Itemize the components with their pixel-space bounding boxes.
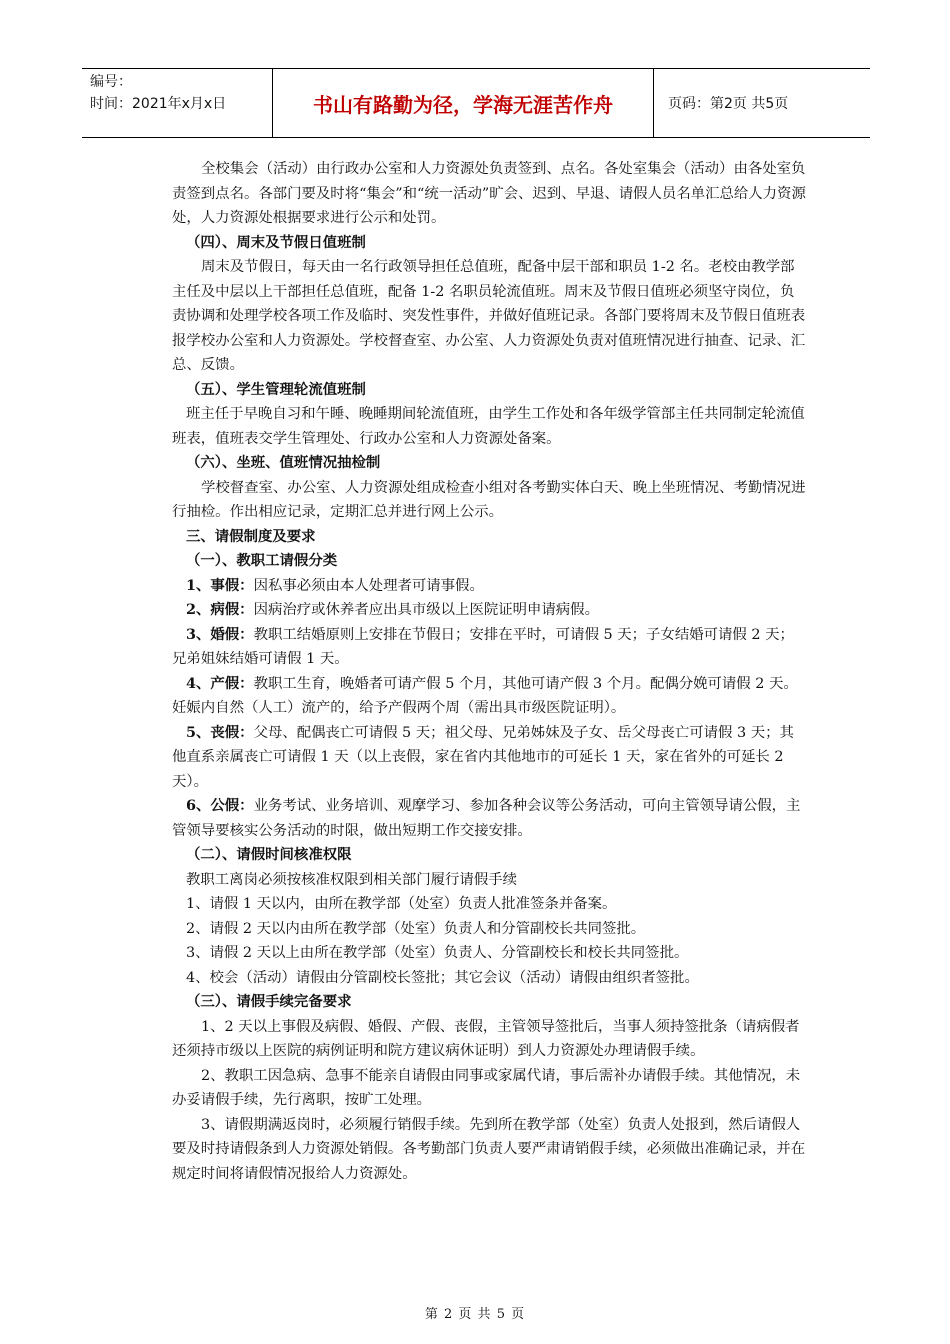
list-item: 3、请假 2 天以上由所在教学部（处室）负责人、分管副校长和校长共同签批。 [186,945,689,961]
document-number: 编号： [90,74,132,90]
item-label: 4、产假： [186,674,254,692]
paragraph: 周末及节假日，每天由一名行政领导担任总值班，配备中层干部和职员 1-2 名。老校由教学部主任及中层以上干部担任总值班，配备 1-2 名职员轮流值班。周末及节假日值班必须坚守岗位，负责协调和处理学校各项工作及临时、突发性事件，并做好值班记录。各部门要将周末及节假日值班表报学校办公室和人力资源处。学校督查室、办公室、人力资源处负责对值班情况进行抽查、记录、汇总、反馈。 [172,259,806,373]
list-item [172,794,808,843]
list-item: 4、校会（活动）请假由分管副校长签批；其它会议（活动）请假由组织者签批。 [186,969,699,986]
section-heading: （三）、请假手续完备要求 [186,993,352,1010]
page-header [82,68,870,138]
section-heading: （四）、周末及节假日值班制 [186,233,366,251]
item-label: 2、病假： [186,601,254,618]
paragraph: 学校督查室、办公室、人力资源处组成检查小组对各考勤实体白天、晚上坐班情况、考勤情况进行抽检。作出相应记录，定期汇总并进行网上公示。 [172,479,806,520]
item-text: 教职工生育，晚婚者可请产假 5 个月，其他可请产假 3 个月。配偶分娩可请假 2 天。妊娠内自然（人工）流产的，给予产假两个周（需出具市级医院证明）。 [172,675,798,716]
list-item: 2、请假 2 天以内由所在教学部（处室）负责人和分管副校长共同签批。 [186,920,646,937]
list-item [172,672,808,721]
paragraph: 教职工离岗必须按核准权限到相关部门履行请假手续 [186,871,517,888]
chapter-heading: 三、请假制度及要求 [186,527,316,545]
header-page-number: 页码：第2页 共5页 [668,96,789,112]
item-label: 1、事假： [186,576,254,594]
item-label: 5、丧假： [186,723,254,741]
document-date: 时间：2021年x月x日 [90,96,227,112]
header-motto: 书山有路勤为径，学海无涯苦作舟 [272,69,654,137]
section-heading: （六）、坐班、值班情况抽检制 [186,454,381,471]
item-label: 6、公假： [186,797,254,814]
section-heading: （一）、教职工请假分类 [186,552,338,569]
paragraph: 1、2 天以上事假及病假、婚假、产假、丧假，主管领导签批后，当事人须持签批条（请病假者还须持市级以上医院的病例证明和院方建议病休证明）到人力资源处办理请假手续。 [172,1018,800,1059]
page-footer: 第 2 页 共 5 页 [424,1307,526,1322]
item-text: 因私事必须由本人处理者可请事假。 [253,577,484,594]
item-text: 父母、配偶丧亡可请假 5 天；祖父母、兄弟姊妹及子女、岳父母丧亡可请假 3 天；其他直系亲属丧亡可请假 1 天（以上丧假，家在省内其他地市的可延长 1 天，家在省外的可延长 2 天）。 [172,724,794,790]
list-item [172,721,808,795]
item-text: 业务考试、业务培训、观摩学习、参加各种会议等公务活动，可向主管领导请公假，主管领导要核实公务活动的时限，做出短期工作交接安排。 [172,798,801,839]
header-meta [82,69,272,137]
section-heading: （二）、请假时间核准权限 [186,846,352,863]
section-heading: （五）、学生管理轮流值班制 [186,380,366,398]
paragraph: 2、教职工因急病、急事不能亲自请假由同事或家属代请，事后需补办请假手续。其他情况，未办妥请假手续，先行离职，按旷工处理。 [172,1067,801,1108]
document-body [172,157,808,1186]
list-item: 1、请假 1 天以内，由所在教学部（处室）负责人批准签条并备案。 [186,896,617,912]
paragraph: 全校集会（活动）由行政办公室和人力资源处负责签到、点名。各处室集会（活动）由各处室负责签到点名。各部门要及时将“集会”和“统一活动”旷会、迟到、早退、请假人员名单汇总给人力资源处，人力资源处根据要求进行公示和处罚。 [172,161,806,226]
item-text: 因病治疗或休养者应出具市级以上医院证明申请病假。 [253,602,599,618]
list-item [172,623,808,672]
paragraph: 班主任于早晚自习和午睡、晚睡期间轮流值班，由学生工作处和各年级学管部主任共同制定轮流值班表，值班表交学生管理处、行政办公室和人力资源处备案。 [172,406,805,447]
item-text: 教职工结婚原则上安排在节假日；安排在平时，可请假 5 天；子女结婚可请假 2 天；兄弟姐妹结婚可请假 1 天。 [172,626,794,667]
list-item [172,574,808,599]
list-item [172,598,808,623]
paragraph: 3、请假期满返岗时，必须履行销假手续。先到所在教学部（处室）负责人处报到，然后请假人要及时持请假条到人力资源处销假。各考勤部门负责人要严肃请销假手续，必须做出准确记录，并在规定时间将请假情况报给人力资源处。 [172,1116,806,1182]
item-label: 3、婚假： [186,625,254,643]
